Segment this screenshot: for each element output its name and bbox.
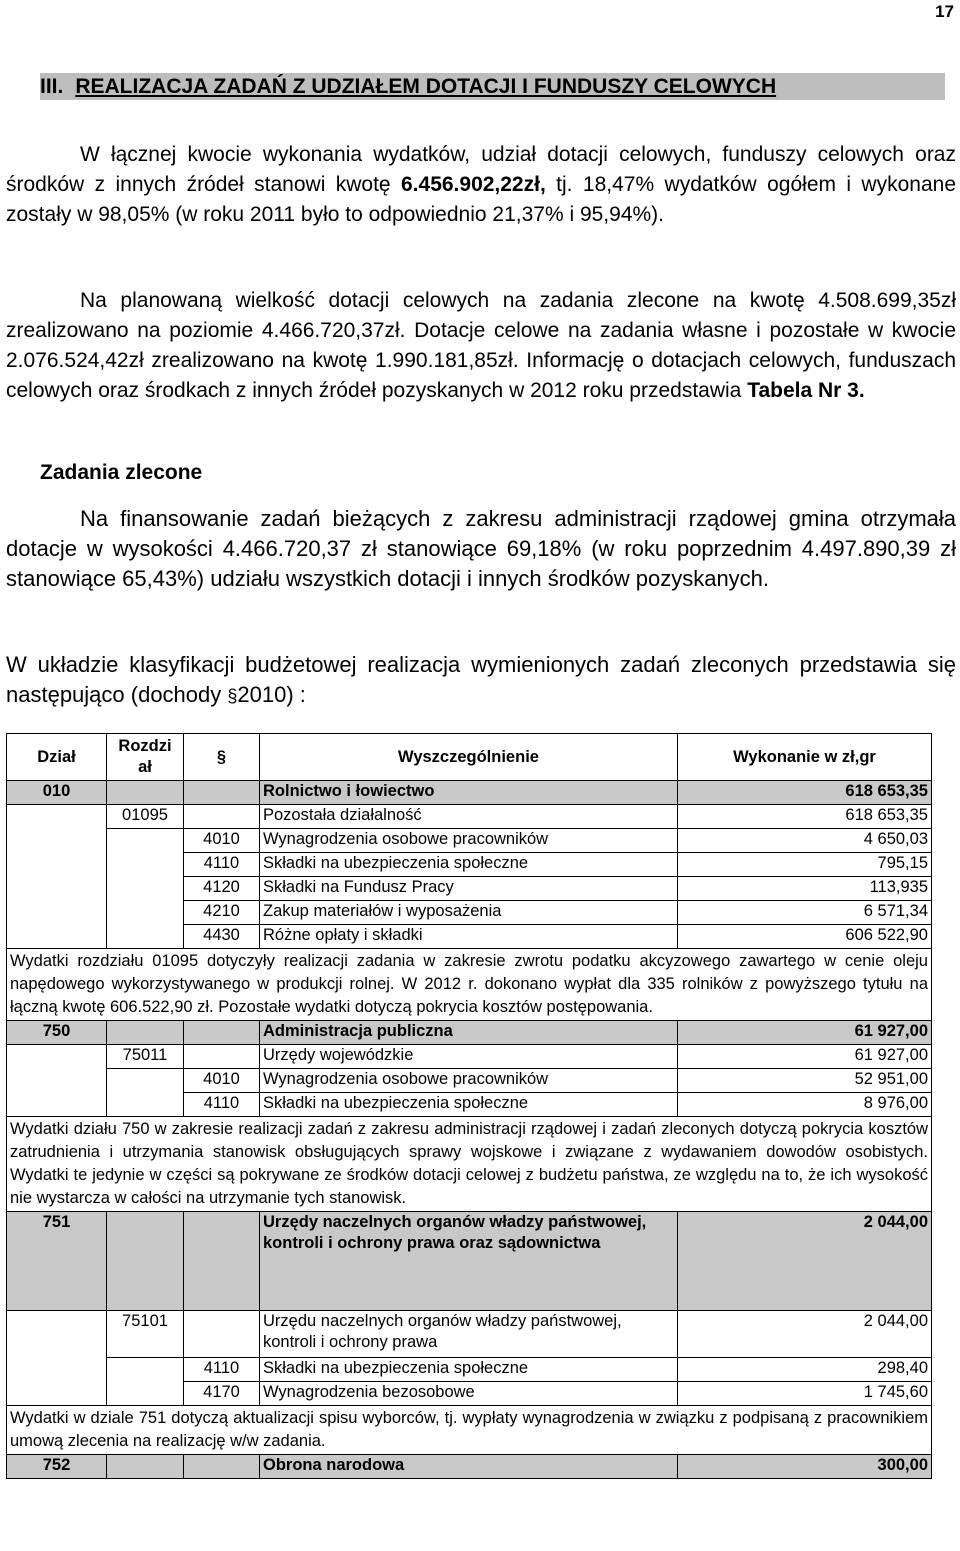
note-751: Wydatki w dziale 751 dotyczą aktualizacji spisu wyborców, tj. wypłaty wynagrodzenia w związku z podpisaną z pracownikiem umową zlecenia na realizację w/w zadania. [7, 1406, 932, 1455]
cell-rozdzial: 01095 [107, 805, 184, 829]
cell-opis: Różne opłaty i składki [260, 925, 678, 949]
paragraph-summary [6, 140, 956, 230]
cell-kwota: 61 927,00 [678, 1045, 932, 1069]
cell-paragraf: 4110 [184, 1358, 260, 1382]
para2-text: Na planowaną wielkość dotacji celowych na zadania zlecone na kwotę 4.508.699,35zł zrealizowano na poziomie 4.466.720,37zł. Dotacje celowe na zadania własne i pozostałe w kwocie 2.076.524,42zł zrealizowano na kwotę 1.990.181,85zł. Informację o dotacjach celowych, funduszach celowych oraz środkach z innych źródeł pozyskanych w 2012 roku przedstawia [6, 289, 956, 402]
col-header-paragraf: § [184, 734, 260, 781]
cell-paragraf: 4110 [184, 1093, 260, 1117]
paragraph-uklad [6, 650, 956, 711]
cell-paragraf: 4170 [184, 1382, 260, 1406]
cell-opis: Wynagrodzenia osobowe pracowników [260, 829, 678, 853]
cell-dzial: 750 [7, 1021, 107, 1045]
para2-table-ref: Tabela Nr 3. [747, 379, 865, 402]
cell-kwota: 61 927,00 [678, 1021, 932, 1045]
cell-paragraf: 4110 [184, 853, 260, 877]
cell-kwota: 52 951,00 [678, 1069, 932, 1093]
table-header-row [7, 734, 932, 781]
para1-amount: 6.456.902,22zł, [401, 173, 546, 196]
table-note-row [7, 1406, 932, 1455]
table-row [7, 1021, 932, 1045]
table-row [7, 1382, 932, 1406]
cell-opis: Składki na ubezpieczenia społeczne [260, 1358, 678, 1382]
table-row [7, 805, 932, 829]
cell-opis: Rolnictwo i łowiectwo [260, 781, 678, 805]
paragraph-dotacje [6, 286, 956, 406]
cell-paragraf: 4120 [184, 877, 260, 901]
paragraph-symbol: § [227, 686, 238, 706]
cell-opis: Obrona narodowa [260, 1455, 678, 1479]
budget-table [6, 733, 932, 1479]
cell-kwota: 6 571,34 [678, 901, 932, 925]
cell-dzial: 010 [7, 781, 107, 805]
cell-opis: Zakup materiałów i wyposażenia [260, 901, 678, 925]
cell-paragraf: 4210 [184, 901, 260, 925]
table-row [7, 1358, 932, 1382]
table-note-row [7, 1117, 932, 1212]
cell-kwota: 4 650,03 [678, 829, 932, 853]
cell-opis: Składki na ubezpieczenia społeczne [260, 853, 678, 877]
para4-text-b: 2010) : [237, 682, 306, 707]
cell-kwota: 606 522,90 [678, 925, 932, 949]
para1-text-b: tj. 18,47% wydatków ogółem i wykonane zostały w 98,05% (w roku 2011 było to odpowiednio 21,37% i 95,94%). [6, 173, 956, 226]
cell-opis: Urzędy wojewódzkie [260, 1045, 678, 1069]
table-row [7, 1069, 932, 1093]
cell-opis: Wynagrodzenia osobowe pracowników [260, 1069, 678, 1093]
para4-text-a: W układzie klasyfikacji budżetowej realizacja wymienionych zadań zleconych przedstawia się następująco (dochody [6, 652, 956, 707]
table-row [7, 925, 932, 949]
cell-opis: Urzędy naczelnych organów władzy państwowej, kontroli i ochrony prawa oraz sądownictwa [260, 1212, 678, 1311]
heading-text: REALIZACJA ZADAŃ Z UDZIAŁEM DOTACJI I FUNDUSZY CELOWYCH [75, 75, 777, 98]
cell-rozdzial: 75101 [107, 1311, 184, 1358]
cell-opis: Administracja publiczna [260, 1021, 678, 1045]
col-header-dzial: Dział [7, 734, 107, 781]
para3-text: Na finansowanie zadań bieżących z zakresu administracji rządowej gmina otrzymała dotacje w wysokości 4.466.720,37 zł stanowiące 69,18% (w roku poprzednim 4.497.890,39 zł stanowiące 65,43%) udziału wszystkich dotacji i innych środków pozyskanych. [6, 506, 956, 591]
col-header-rozdzial: Rozdzi ał [107, 734, 184, 781]
cell-paragraf: 4430 [184, 925, 260, 949]
cell-opis: Urzędu naczelnych organów władzy państwowej, kontroli i ochrony prawa [260, 1311, 678, 1358]
cell-opis: Składki na Fundusz Pracy [260, 877, 678, 901]
section-title-zadania-zlecone: Zadania zlecone [40, 461, 203, 484]
cell-opis: Wynagrodzenia bezosobowe [260, 1382, 678, 1406]
table-row [7, 829, 932, 853]
note-750: Wydatki działu 750 w zakresie realizacji zadań z zakresu administracji rządowej i zadań zleconych dotyczą pokrycia kosztów zatrudnienia i utrzymania stanowisk obsługujących sprawy wojskowe i związane z wydawaniem dowodów osobistych. Wydatki te jedynie w części są pokrywane ze środków dotacji celowej z budżetu państwa, ze względu na to, że ich wysokość nie wystarcza w całości na utrzymanie tych stanowisk. [7, 1117, 932, 1212]
table-row [7, 1212, 932, 1311]
page-number: 17 [935, 2, 954, 21]
cell-kwota: 2 044,00 [678, 1311, 932, 1358]
table-row [7, 877, 932, 901]
table-row [7, 901, 932, 925]
cell-kwota: 618 653,35 [678, 781, 932, 805]
heading-roman: III. [40, 75, 64, 98]
cell-kwota: 618 653,35 [678, 805, 932, 829]
table-row [7, 853, 932, 877]
cell-kwota: 795,15 [678, 853, 932, 877]
cell-kwota: 1 745,60 [678, 1382, 932, 1406]
cell-kwota: 113,935 [678, 877, 932, 901]
cell-kwota: 2 044,00 [678, 1212, 932, 1311]
cell-opis: Składki na ubezpieczenia społeczne [260, 1093, 678, 1117]
table-note-row [7, 949, 932, 1021]
table-row [7, 1311, 932, 1358]
col-header-wykonanie: Wykonanie w zł,gr [678, 734, 932, 781]
table-row [7, 1093, 932, 1117]
cell-dzial: 752 [7, 1455, 107, 1479]
col-header-wyszczegolnienie: Wyszczególnienie [260, 734, 678, 781]
cell-opis: Pozostała działalność [260, 805, 678, 829]
cell-kwota: 300,00 [678, 1455, 932, 1479]
paragraph-finansowanie [6, 504, 956, 594]
cell-paragraf: 4010 [184, 1069, 260, 1093]
note-01095: Wydatki rozdziału 01095 dotyczyły realizacji zadania w zakresie zwrotu podatku akcyzowego zawartego w cenie oleju napędowego wykorzystywanego w produkcji rolnej. W 2012 r. dokonano wypłat dla 335 rolników z powyższego tytułu na łączną kwotę 606.522,90 zł. Pozostałe wydatki dotyczą pokrycia kosztów postępowania. [7, 949, 932, 1021]
section-heading [40, 73, 945, 100]
para1-text-a: W łącznej kwocie wykonania wydatków, udział dotacji celowych, funduszy celowych oraz środków z innych źródeł stanowi kwotę [6, 143, 956, 196]
cell-dzial: 751 [7, 1212, 107, 1311]
table-row [7, 781, 932, 805]
cell-kwota: 8 976,00 [678, 1093, 932, 1117]
cell-kwota: 298,40 [678, 1358, 932, 1382]
table-row [7, 1455, 932, 1479]
table-row [7, 1045, 932, 1069]
cell-paragraf: 4010 [184, 829, 260, 853]
cell-rozdzial: 75011 [107, 1045, 184, 1069]
